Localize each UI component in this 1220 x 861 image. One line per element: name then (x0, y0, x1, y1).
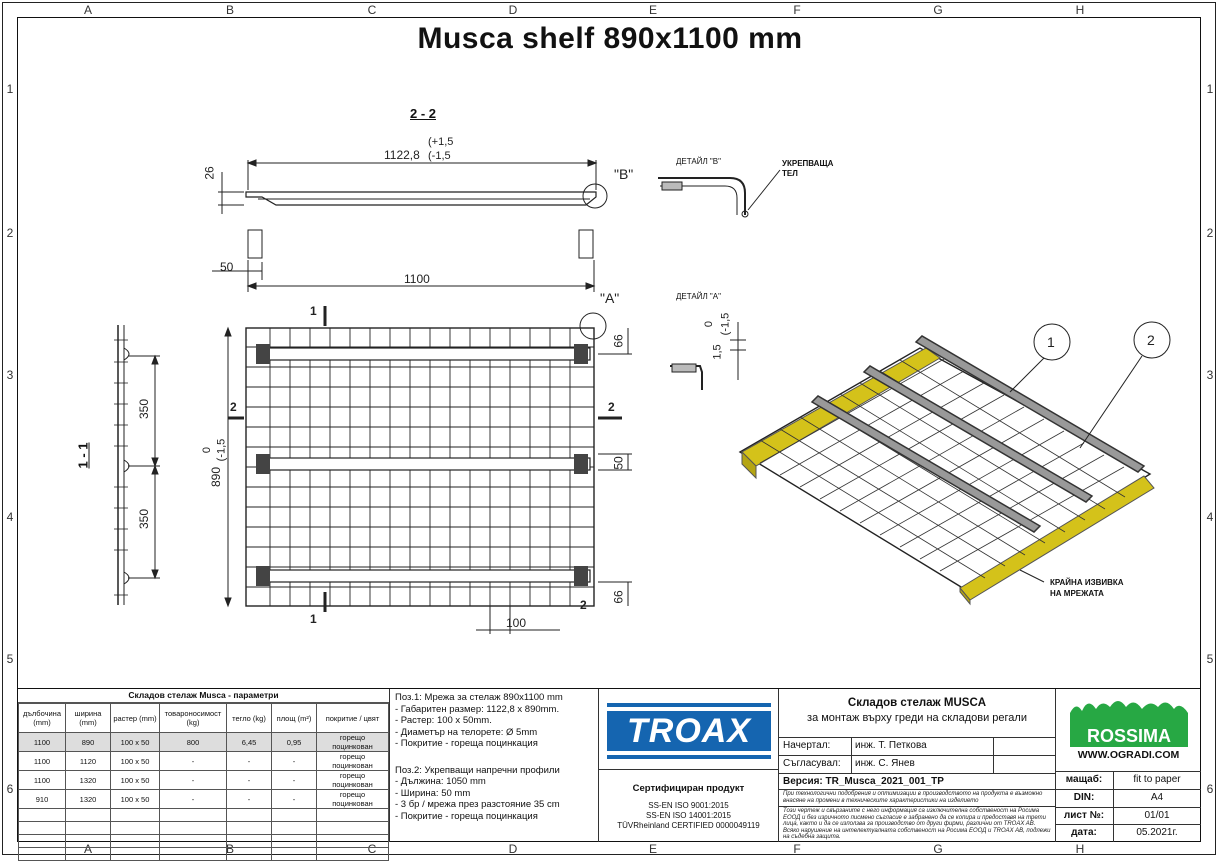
cut-mark-2-left: 2 (230, 400, 237, 414)
cell: - (272, 790, 317, 809)
table-row (19, 752, 389, 771)
cell: - (160, 752, 227, 771)
cell: 800 (160, 733, 227, 752)
detail-a-title: ДЕТАЙЛ "А" (676, 292, 721, 301)
sheet-value: 01/01 (1144, 810, 1170, 821)
zone-col-f-bottom: F (793, 842, 801, 856)
zone-row-1: 1 (6, 82, 14, 96)
table-row (19, 771, 389, 790)
troax-stripe-top (607, 703, 771, 707)
header-area: площ (m²) (272, 704, 317, 733)
troax-divider (599, 769, 778, 770)
cell: 1120 (66, 752, 111, 771)
cell: 1320 (66, 771, 111, 790)
rossima-trees-icon (1070, 695, 1188, 725)
cell: 0,95 (272, 733, 317, 752)
header-coating: покритие / цвят (317, 704, 389, 733)
header-capacity: товароносимост (kg) (160, 704, 227, 733)
zone-col-h: H (1075, 3, 1085, 17)
version-label: Версия: TR_Musca_2021_001_TP (783, 776, 944, 787)
cell: - (272, 752, 317, 771)
table-row-empty (19, 822, 389, 835)
pos1-line: - Габаритен размер: 1122,8 x 890mm. (395, 703, 560, 715)
troax-logo: TROAX (607, 711, 771, 751)
cell: 1100 (19, 752, 66, 771)
legal-note-2: Този чертеж и свързаните с него информация са изключителна собственост на Росима ЕООД и без изричното писмено съгласие е забранено да се копира и предоставя на трети лица, както и да се използва за производство от други фирми, различни от TROAX AB. Всяко нарушение на интелектуалната собственост на Росима ЕООД и TROAX AB, подлежи на съдебна защита. (783, 808, 1051, 841)
cell: 1100 (19, 733, 66, 752)
zone-row-3-right: 3 (1206, 368, 1214, 382)
table-row-empty (19, 835, 389, 848)
date-value: 05.2021г. (1136, 827, 1178, 838)
zone-col-a-bottom: A (83, 842, 92, 856)
pos2-title: Поз.2: Укрепващи напречни профили (395, 764, 560, 776)
zone-row-4-right: 4 (1206, 510, 1214, 524)
zone-row-3: 3 (6, 368, 14, 382)
dim-350-upper: 350 (137, 398, 152, 420)
callout-1: 1 (1047, 334, 1055, 350)
zone-col-a: A (83, 3, 92, 17)
header-depth: дълбочина (mm) (19, 704, 66, 733)
params-header-row (19, 704, 389, 733)
drawn-value: инж. Т. Петкова (855, 740, 927, 751)
zone-col-c-bottom: C (367, 842, 377, 856)
label-detail-a-marker: "A" (600, 290, 620, 306)
page-title: Musca shelf 890x1100 mm (417, 22, 803, 55)
zone-col-h-bottom: H (1075, 842, 1085, 856)
dim-66-top: 66 (611, 334, 626, 348)
din-label: DIN: (1073, 792, 1095, 803)
dim-50-side: 50 (611, 456, 626, 470)
zone-row-5: 5 (6, 652, 14, 666)
cell: - (227, 790, 272, 809)
dim-50: 50 (220, 260, 234, 274)
pos2-line: - Покритие - гореща поцинкация (395, 810, 538, 822)
cell: горещо поцинкован (317, 752, 389, 771)
dim-height: 26 (202, 166, 217, 180)
cell: 100 x 50 (111, 771, 160, 790)
title-block (779, 689, 1055, 842)
header-width: ширина (mm) (66, 704, 111, 733)
pos2-line: - Ширина: 50 mm (395, 787, 471, 799)
cert-line: TÜVRheinland CERTIFIED 0000049119 (617, 821, 760, 830)
dim-tolerance-plus: (+1,5 (428, 136, 454, 148)
cell: 100 x 50 (111, 790, 160, 809)
cert-line: SS-EN ISO 14001:2015 (646, 811, 731, 820)
brace-wire-label-2: ТЕЛ (782, 169, 798, 178)
zone-row-5-right: 5 (1206, 652, 1214, 666)
dim-tolerance-minus: (-1,5 (428, 150, 451, 162)
zone-col-g: G (933, 3, 943, 17)
detail-a-dim-top: 0 (703, 320, 716, 328)
label-detail-b-marker: "B" (614, 166, 634, 182)
pos2-line: - Дължина: 1050 mm (395, 776, 486, 787)
cell: 890 (66, 733, 111, 752)
table-row (19, 790, 389, 809)
pos2-line: - 3 бр / мрежа през разстояние 35 cm (395, 799, 560, 810)
zone-col-e: E (648, 3, 657, 17)
dim-350-lower: 350 (137, 508, 152, 530)
detail-b-title: ДЕТАЙЛ "В" (676, 157, 721, 166)
cell: 100 x 50 (111, 752, 160, 771)
zone-col-d-bottom: D (508, 842, 518, 856)
zone-row-4: 4 (6, 510, 14, 524)
sheet-label: лист №: (1063, 810, 1105, 821)
cell: горещо поцинкован (317, 771, 389, 790)
scale-label: мащаб: (1065, 774, 1103, 785)
detail-a-dim-tol: (-1,5 (719, 312, 732, 336)
product-name: Складов стелаж MUSCA (847, 697, 987, 709)
date-label: дата: (1071, 827, 1097, 838)
cut-mark-1-top: 1 (310, 304, 317, 318)
troax-stripe-bottom (607, 755, 771, 759)
spec-block (389, 689, 599, 842)
din-value: A4 (1150, 792, 1164, 803)
troax-block (599, 689, 779, 842)
dim-890-tol-a: 0 (201, 446, 214, 454)
zone-row-2-right: 2 (1206, 226, 1214, 240)
cell: - (272, 771, 317, 790)
cert-lines (599, 801, 778, 831)
zone-row-1-right: 1 (1206, 82, 1214, 96)
zone-row-6: 6 (6, 782, 14, 796)
zone-col-f: F (793, 3, 801, 17)
cell: 1320 (66, 790, 111, 809)
edge-bend-label-2: НА МРЕЖАТА (1050, 589, 1104, 598)
detail-a-dim-15: 1,5 (711, 344, 724, 360)
agreed-label: Съгласувал: (783, 758, 841, 769)
header-weight: тегло (kg) (227, 704, 272, 733)
cell: - (160, 790, 227, 809)
pos1-line: - Растер: 100 x 50mm. (395, 715, 492, 726)
section-22-label: 2 - 2 (410, 106, 437, 121)
meta-table (1055, 771, 1201, 842)
legal-note-1: При технологични подобрения и оптимизации в производството на продукта е възможно внасяне на промени в техническите характеристики на изделието (783, 791, 1043, 804)
pos1-title: Поз.1: Мрежа за стелаж 890x1100 mm (395, 692, 563, 703)
zone-row-2: 2 (6, 226, 14, 240)
agreed-value: инж. С. Янев (855, 758, 915, 769)
zone-col-e-bottom: E (648, 842, 657, 856)
isometric-view (740, 322, 1170, 604)
rossima-url: WWW.OGRADI.COM (1077, 749, 1180, 761)
cut-mark-2-right: 2 (608, 400, 615, 414)
cert-line: SS-EN ISO 9001:2015 (648, 801, 729, 810)
cell: горещо поцинкован (317, 733, 389, 752)
cell: 910 (19, 790, 66, 809)
section-11-label: 1 - 1 (75, 442, 91, 469)
drawn-label: Начертал: (783, 740, 831, 751)
dim-100: 100 (506, 616, 527, 630)
product-subtitle: за монтаж върху греди на складови регали (807, 712, 1027, 724)
zone-col-b: B (225, 3, 234, 17)
cut-mark-1-bottom: 1 (310, 612, 317, 626)
cell: 100 x 50 (111, 733, 160, 752)
table-row (19, 733, 389, 752)
zone-col-d: D (508, 3, 518, 17)
header-raster: растер (mm) (111, 704, 160, 733)
rossima-logo: ROSSIMA (1070, 725, 1188, 747)
cert-title: Сертифициран продукт (632, 783, 745, 794)
pos1-line: - Диаметър на телоретe: Ø 5mm (395, 726, 538, 738)
edge-bend-label-1: КРАЙНА ИЗВИВКА (1050, 578, 1124, 587)
scale-value: fit to paper (1133, 774, 1181, 785)
zone-col-c: C (367, 3, 377, 17)
cell: - (227, 771, 272, 790)
dim-overall-length: 1122,8 (384, 148, 420, 162)
params-table-title: Складов стелаж Musca - параметри (18, 689, 389, 703)
cell: 6,45 (227, 733, 272, 752)
cell: - (227, 752, 272, 771)
zone-row-6-right: 6 (1206, 782, 1214, 796)
params-table (18, 703, 389, 861)
callout-2: 2 (1147, 332, 1155, 348)
dim-66-bottom: 66 (611, 590, 626, 604)
dim-890: 890 (209, 466, 224, 488)
zone-col-b-bottom: B (225, 842, 234, 856)
table-row-empty (19, 809, 389, 822)
cut-mark-2-bottom: 2 (580, 598, 587, 612)
pos1-line: - Покритие - гореща поцинкация (395, 738, 538, 749)
brace-wire-label-1: УКРЕПВАЩА (782, 159, 834, 168)
dim-890-tol-b: (-1,5 (215, 438, 228, 462)
params-table-block (18, 689, 389, 861)
zone-col-g-bottom: G (933, 842, 943, 856)
cell: - (160, 771, 227, 790)
dim-1100: 1100 (404, 272, 430, 286)
cell: 1100 (19, 771, 66, 790)
cell: горещо поцинкован (317, 790, 389, 809)
